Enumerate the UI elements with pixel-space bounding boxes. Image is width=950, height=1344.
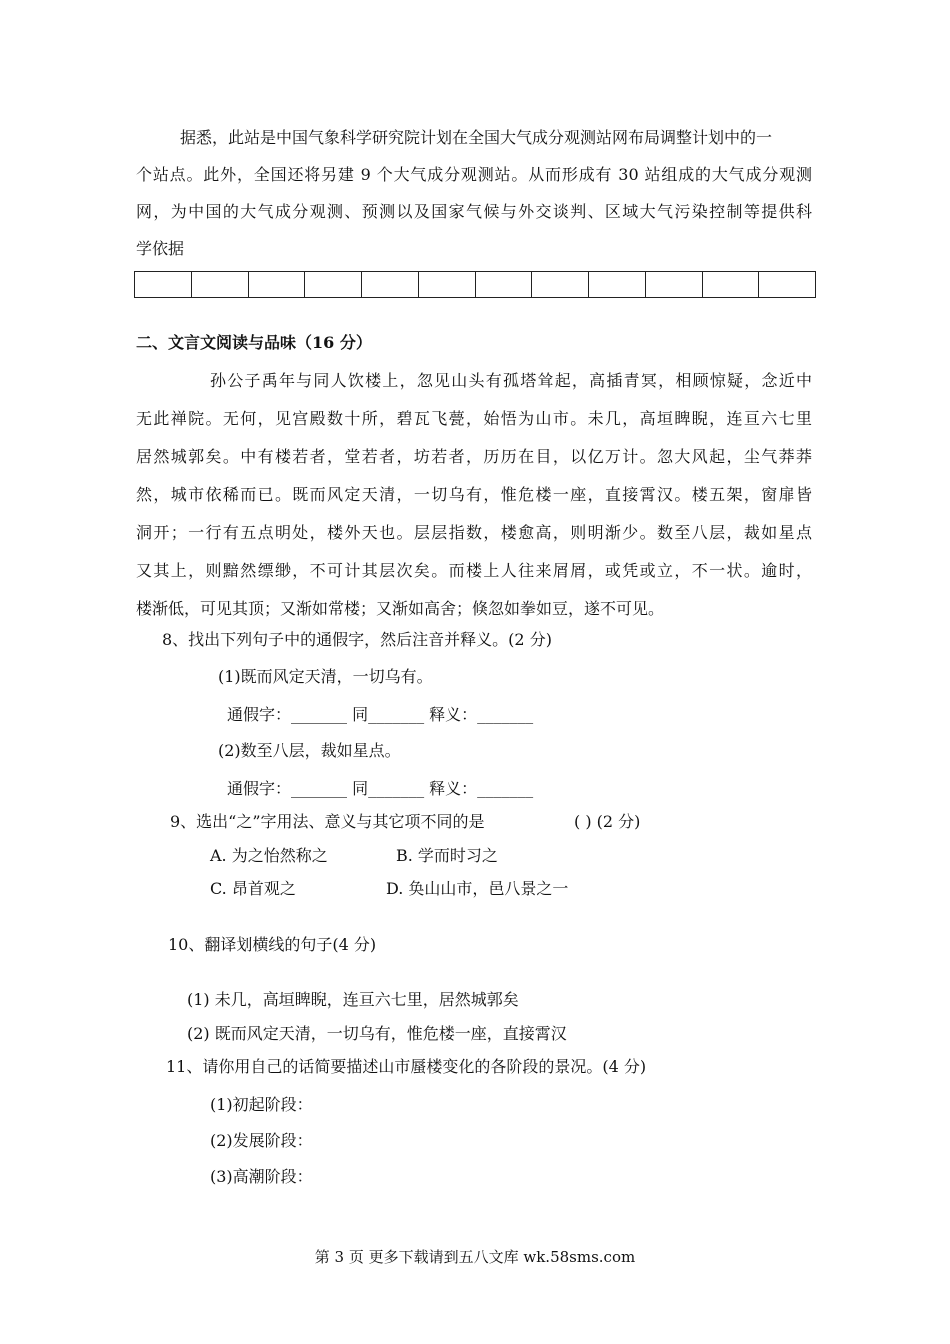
q8-blanks-2[interactable]: 通假字：_______ 同_______ 释义：_______: [227, 779, 534, 798]
q8-title: 8、找出下列句子中的通假字，然后注音并释义。(2 分): [162, 630, 552, 649]
section-heading: 二、文言文阅读与品味（16 分）: [136, 333, 372, 352]
q8-sentence-1: (1)既而风定天清，一切乌有。: [218, 667, 433, 686]
q9-option-c: C. 昂首观之: [210, 879, 296, 898]
grid-cell[interactable]: [419, 272, 476, 297]
q11-stage-1: (1)初起阶段：: [210, 1095, 313, 1114]
q10-title: 10、翻译划横线的句子(4 分): [168, 935, 377, 954]
q11-stage-3: (3)高潮阶段：: [210, 1167, 313, 1186]
intro-line-3: 网，为中国的大气成分观测、预测以及国家气候与外交谈判、区域大气污染控制等提供科: [136, 202, 812, 221]
q8-blanks-1[interactable]: 通假字：_______ 同_______ 释义：_______: [227, 705, 534, 724]
q10-sentence-1: (1) 未几，高垣睥睨，连亘六七里，居然城郭矣: [187, 990, 519, 1009]
q9-title: 9、选出“之”字用法、意义与其它项不同的是: [170, 812, 485, 831]
grid-cell[interactable]: [646, 272, 703, 297]
grid-cell[interactable]: [703, 272, 760, 297]
q9-option-d: D. 奂山山市，邑八景之一: [386, 879, 569, 898]
q11-title: 11、请你用自己的话简要描述山市蜃楼变化的各阶段的景况。(4 分): [166, 1057, 647, 1076]
passage-line-5: 洞开；一行有五点明处，楼外天也。层层指数，楼愈高，则明渐少。数至八层，裁如星点: [136, 523, 812, 542]
passage-line-1: 孙公子禹年与同人饮楼上，忽见山头有孤塔耸起，高插青冥，相顾惊疑，念近中: [210, 371, 812, 390]
passage-line-3: 居然城郭矣。中有楼若者，堂若者，坊若者，历历在目，以亿万计。忽大风起，尘气莽莽: [136, 447, 812, 466]
intro-line-4: 学依据: [136, 239, 185, 258]
answer-grid: [134, 271, 816, 298]
passage-line-7: 楼渐低，可见其顶；又渐如常楼；又渐如高舍；倏忽如拳如豆，遂不可见。: [136, 599, 665, 618]
grid-cell[interactable]: [589, 272, 646, 297]
grid-cell[interactable]: [476, 272, 533, 297]
q11-stage-2: (2)发展阶段：: [210, 1131, 313, 1150]
grid-cell[interactable]: [759, 272, 815, 297]
passage-line-6: 又其上，则黯然缥缈，不可计其层次矣。而楼上人往来屑屑，或凭或立，不一状。逾时，: [136, 561, 812, 580]
q9-option-b: B. 学而时习之: [396, 846, 498, 865]
passage-line-2: 无此禅院。无何，见宫殿数十所，碧瓦飞甍，始悟为山市。未几，高垣睥睨，连亘六七里: [136, 409, 812, 428]
q9-bracket[interactable]: ( ) (2 分): [574, 812, 641, 831]
grid-cell[interactable]: [305, 272, 362, 297]
q8-sentence-2: (2)数至八层，裁如星点。: [218, 741, 401, 760]
intro-line-1: 据悉，此站是中国气象科学研究院计划在全国大气成分观测站网布局调整计划中的一: [180, 128, 773, 147]
grid-cell[interactable]: [362, 272, 419, 297]
page-footer: 第 3 页 更多下载请到五八文库 wk.58sms.com: [314, 1248, 636, 1266]
q10-sentence-2: (2) 既而风定天清，一切乌有，惟危楼一座，直接霄汉: [187, 1024, 567, 1043]
q9-option-a: A. 为之怡然称之: [210, 846, 328, 865]
passage-line-4: 然，城市依稀而已。既而风定天清，一切乌有，惟危楼一座，直接霄汉。楼五架，窗扉皆: [136, 485, 812, 504]
grid-cell[interactable]: [249, 272, 306, 297]
intro-line-2: 个站点。此外，全国还将另建 9 个大气成分观测站。从而形成有 30 站组成的大气成分观测: [136, 165, 812, 184]
grid-cell[interactable]: [135, 272, 192, 297]
grid-cell[interactable]: [192, 272, 249, 297]
grid-cell[interactable]: [532, 272, 589, 297]
